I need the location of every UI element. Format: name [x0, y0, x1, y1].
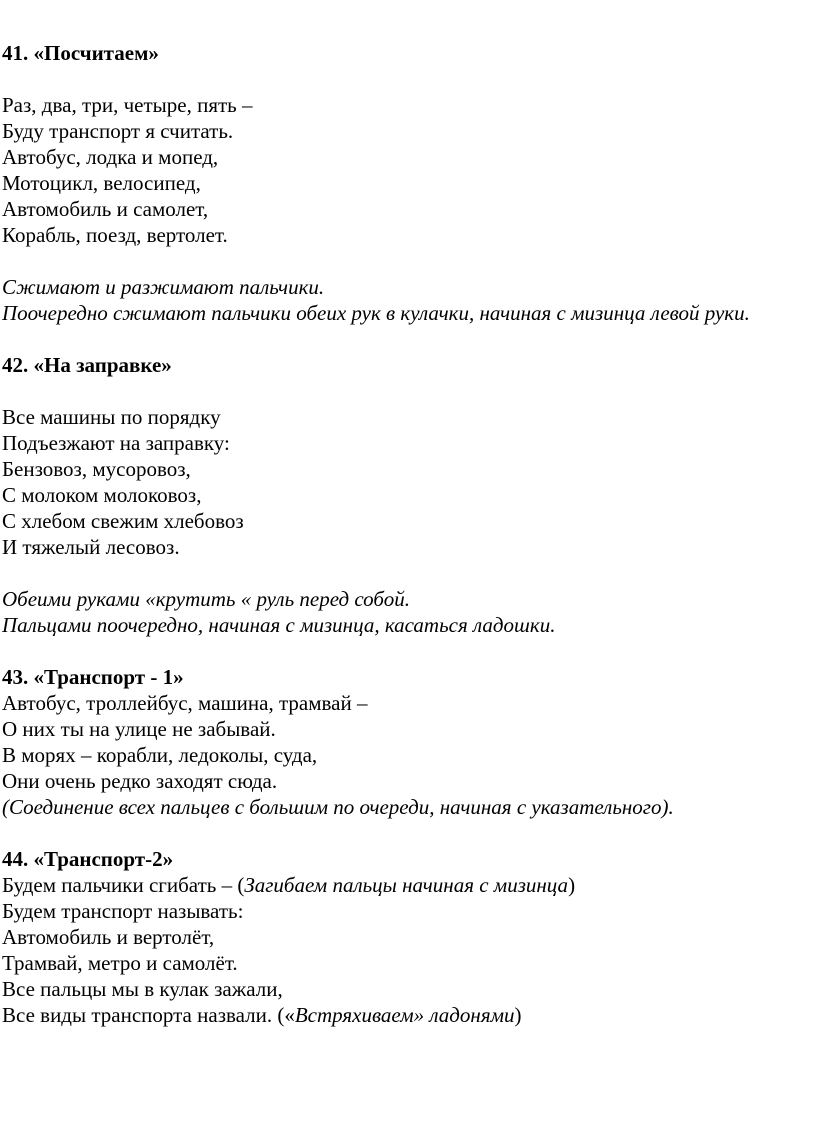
verse-line: Подъезжают на заправку:	[2, 431, 230, 455]
verse-text: )	[514, 1003, 522, 1027]
inline-instruction: Загибаем пальцы начиная с мизинца	[244, 873, 569, 897]
instruction-line: Пальцами поочередно, начиная с мизинца, касаться ладошки.	[2, 613, 556, 637]
verse-line: В морях – корабли, ледоколы, суда,	[2, 743, 318, 767]
spacer	[2, 638, 816, 664]
instruction-line: Обеими руками «крутить « руль перед собой.	[2, 587, 410, 611]
instruction-line: Поочередно сжимают пальчики обеих рук в кулачки, начиная с мизинца левой руки.	[2, 301, 750, 325]
verse-line: Мотоцикл, велосипед,	[2, 171, 201, 195]
spacer	[2, 326, 816, 352]
verse-text: Все виды транспорта назвали. («	[2, 1003, 295, 1027]
verse-line: Они очень редко заходят сюда.	[2, 769, 278, 793]
instruction-line: (Соединение всех пальцев с большим по очереди, начиная с указательного).	[2, 795, 674, 819]
section-title: 44. «Транспорт-2»	[2, 847, 174, 871]
section-title: 41. «Посчитаем»	[2, 41, 159, 65]
verse-line: Автомобиль и самолет,	[2, 197, 209, 221]
verse-line: Автомобиль и вертолёт,	[2, 925, 215, 949]
verse-line: Раз, два, три, четыре, пять –	[2, 93, 253, 117]
verse-line: Все пальцы мы в кулак зажали,	[2, 977, 283, 1001]
section-title: 42. «На заправке»	[2, 353, 172, 377]
spacer	[2, 820, 816, 846]
spacer	[2, 378, 816, 404]
section-title: 43. «Транспорт - 1»	[2, 665, 184, 689]
verse-line: Автобус, лодка и мопед,	[2, 145, 219, 169]
verse-line-mixed	[2, 872, 816, 898]
verse-line: С молоком молоковоз,	[2, 483, 202, 507]
spacer	[2, 560, 816, 586]
verse-line: О них ты на улице не забывай.	[2, 717, 276, 741]
verse-line: Будем транспорт называть:	[2, 899, 244, 923]
verse-line: Буду транспорт я считать.	[2, 119, 234, 143]
verse-line: Бензовоз, мусоровоз,	[2, 457, 191, 481]
inline-instruction: Встряхиваем» ладонями	[294, 1003, 515, 1027]
verse-line: С хлебом свежим хлебовоз	[2, 509, 244, 533]
spacer	[2, 66, 816, 92]
verse-line: Все машины по порядку	[2, 405, 221, 429]
verse-line: Автобус, троллейбус, машина, трамвай –	[2, 691, 368, 715]
spacer	[2, 248, 816, 274]
verse-text: Будем пальчики сгибать – (	[2, 873, 245, 897]
verse-line: Корабль, поезд, вертолет.	[2, 223, 228, 247]
document-page	[0, 40, 816, 1028]
verse-line-mixed	[2, 1002, 816, 1028]
verse-text: )	[568, 873, 576, 897]
verse-line: Трамвай, метро и самолёт.	[2, 951, 238, 975]
verse-line: И тяжелый лесовоз.	[2, 535, 180, 559]
instruction-line: Сжимают и разжимают пальчики.	[2, 275, 325, 299]
